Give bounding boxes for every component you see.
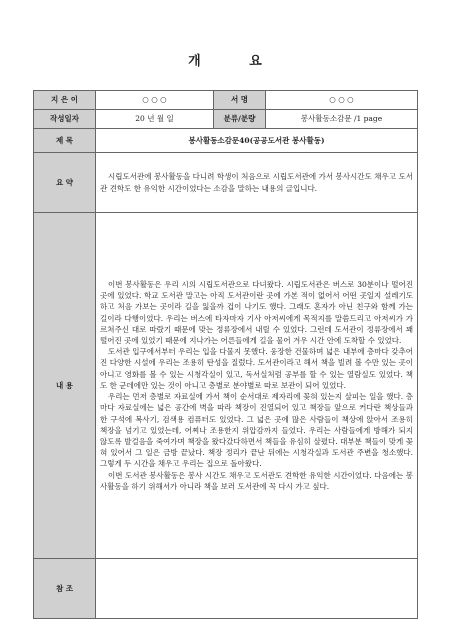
summary-text: 시립도서관에 봉사활동을 다니려 학생이 처음으로 시립도서관에 가서 봉사시간도 채우고 도서관 견학도 한 유익한 시간이었다는 소감을 말하는 내용의 글입니다.	[100, 172, 413, 193]
summary-row	[34, 153, 418, 213]
subject-value: 봉사활동소감문40(공공도서관 봉사활동)	[96, 129, 418, 153]
summary-label: 요 약	[34, 153, 96, 213]
content-row	[34, 213, 418, 559]
date-value: 20 년 월 일	[96, 110, 214, 129]
page-title: 개 요	[188, 54, 284, 69]
writer-value: ○ ○ ○	[96, 91, 214, 110]
date-row	[34, 110, 418, 129]
date-label: 작성일자	[34, 110, 96, 129]
summary-text-cell	[96, 153, 418, 213]
book-name-value: ○ ○ ○	[266, 91, 418, 110]
content-paragraph: 이번 도서관 봉사활동은 봉사 시간도 채우고 도서관도 견학한 유익한 시간이었다. 다음에는 봉사활동을 하기 위해서가 아니라 책을 보러 도서관에 꼭 다시 가고 싶다.	[100, 470, 413, 491]
subject-label: 제 목	[34, 129, 96, 153]
content-paragraph: 도서관 입구에서부터 우리는 입을 다물지 못했다. 웅장한 건물하며 넓은 내부에 층마다 갖추어진 다양한 시설에 우리는 조용히 탄성을 질렀다. 도서관이라고 해서 책을 빌려 볼 수만 있는 곳이 아니고 영화를 볼 수 있는 시청각실이 있고, 독서실처럼 공부를 할 수 있는 열람실도 있었다. 책도 한 군데에만 있는 것이 아니고 층별로 분야별로 따로 보관이 되어 있었다.	[100, 347, 413, 390]
content-label: 내 용	[34, 213, 96, 559]
category-label: 분류/분량	[214, 110, 266, 129]
subject-row	[34, 129, 418, 153]
summary-form-table	[33, 90, 418, 619]
reference-label: 참 조	[34, 559, 96, 619]
book-name-label: 서 명	[214, 91, 266, 110]
reference-row	[34, 559, 418, 619]
reference-value	[96, 559, 418, 619]
content-text-cell	[96, 213, 418, 559]
writer-row	[34, 91, 418, 110]
writer-label: 지 은 이	[34, 91, 96, 110]
category-value: 봉사활동소감문 /1 page	[266, 110, 418, 129]
content-paragraph: 우리는 먼저 층별로 자료실에 가서 책이 순서대로 제자리에 꽂혀 있는지 살피는 일을 했다. 층마다 자료실에는 넓은 공간에 벽을 따라 책장이 진열되어 있고 책장들 앞으로 커다란 책상들과 한 구석에 복사기, 검색용 컴퓨터도 있었다. 그 넓은 곳에 많은 사람들이 책상에 앉아서 조용히 책장을 넘기고 있었는데, 어찌나 조용한지 위압감까지 들었다. 우리는 사람들에게 방해가 되지 않도록 발걸음을 죽여가며 책장을 왔다갔다하면서 책들을 유심히 살폈다. 대부분 책들이 맞게 꽂혀 있어서 그 일은 금방 끝났다. 책장 정리가 끝난 뒤에는 시청각실과 도서관 주변을 청소했다. 그렇게 두 시간을 채우고 우리는 집으로 돌아왔다.	[100, 392, 413, 469]
content-paragraph: 이번 봉사활동은 우리 시의 시립도서관으로 다녀왔다. 시립도서관은 버스로 30분이나 떨어진 곳에 있었다. 학교 도서관 말고는 아직 도서관이란 곳에 가본 적이 없어서 어떤 곳일지 설레기도 하고 처음 가보는 곳이라 길을 잃을까 겁이 나기도 했다. 그래도 혼자가 아닌 친구와 함께 가는 길이라 다행이었다. 우리는 버스에 타자마자 기사 아저씨에게 목적지를 말씀드리고 아저씨가 가르쳐주신 대로 따랐기 때문에 맞는 정류장에서 내릴 수 있었다. 그런데 도서관이 정류장에서 꽤 떨어진 곳에 있었기 때문에 지나가는 어른들에게 길을 물어 겨우 시간 안에 도착할 수 있었다.	[100, 280, 413, 346]
